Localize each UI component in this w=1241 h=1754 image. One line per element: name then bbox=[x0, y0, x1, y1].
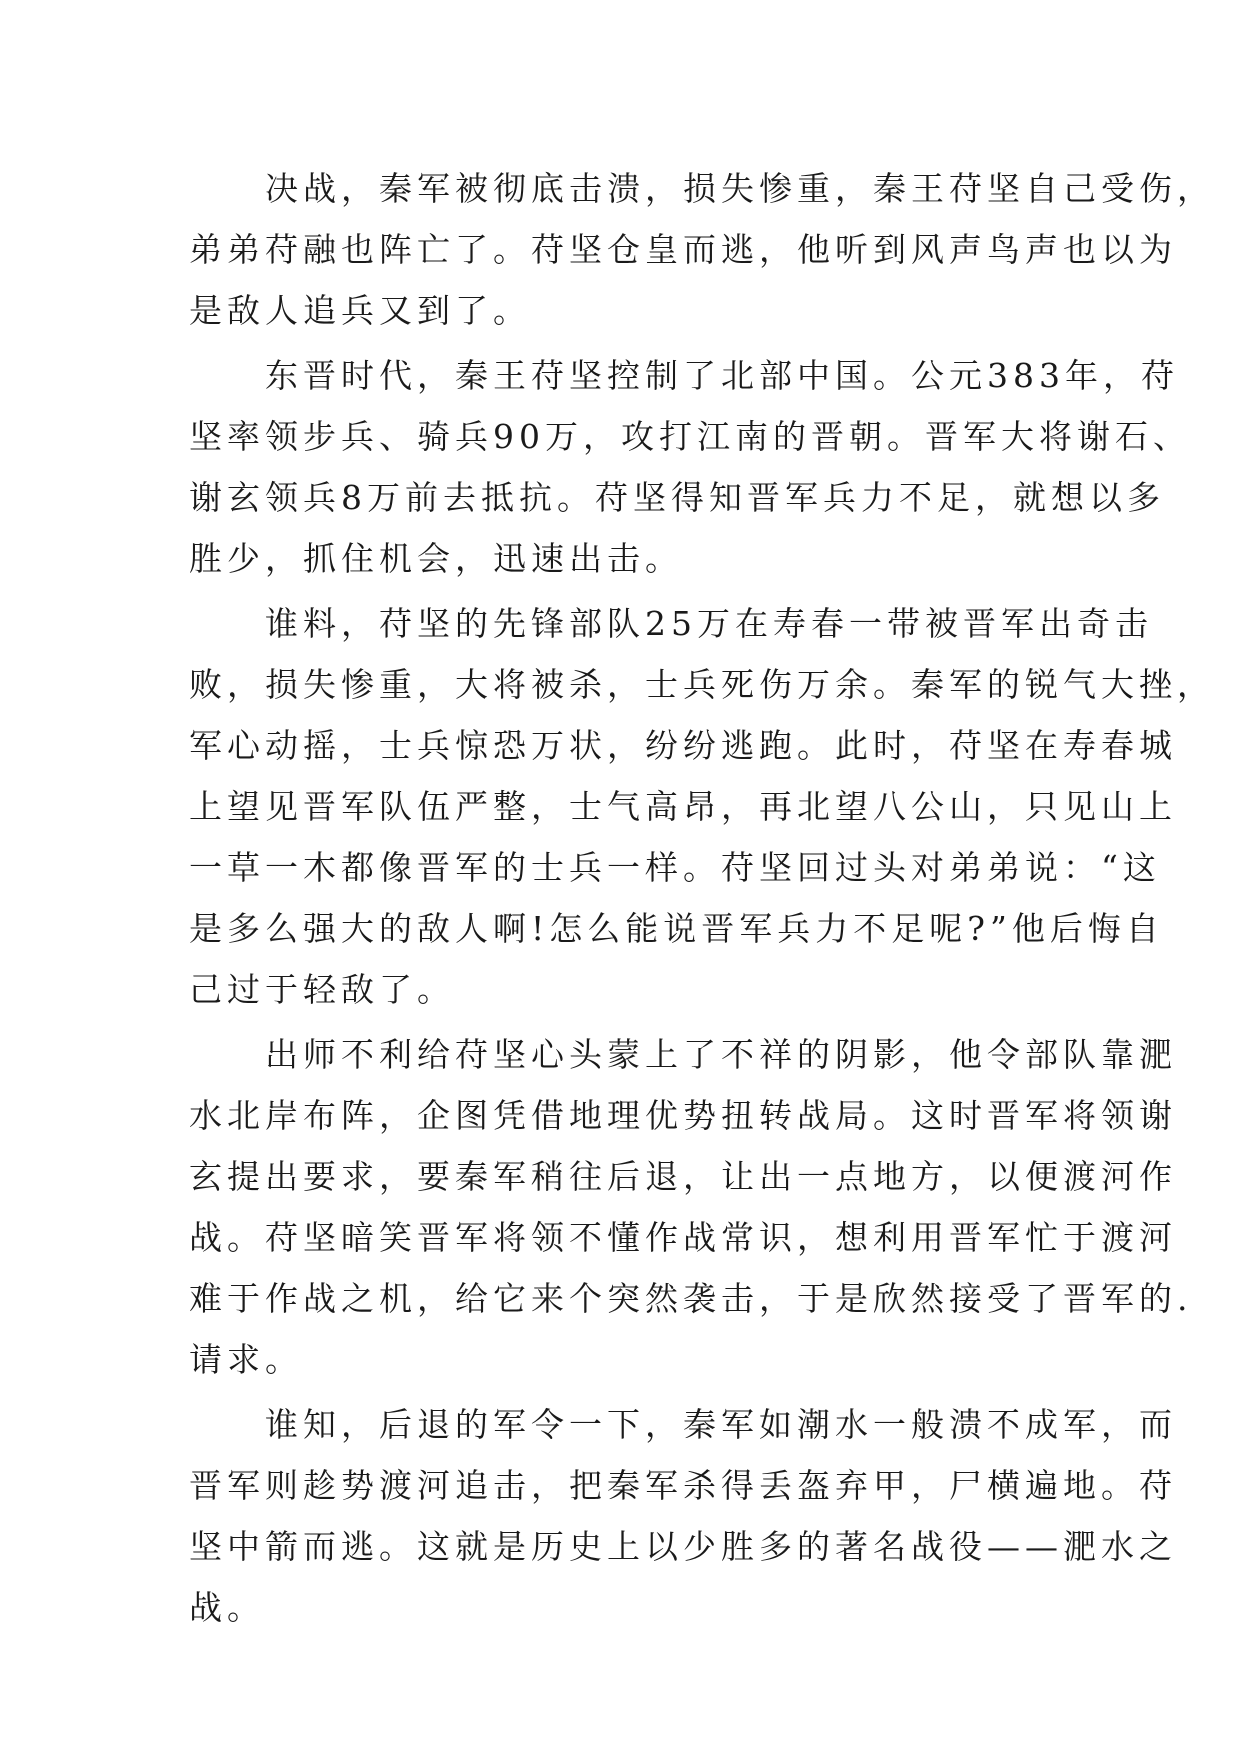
text-line: 败，损失惨重，大将被杀，士兵死伤万余。秦军的锐气大挫， bbox=[189, 665, 1215, 704]
text-line: 坚中箭而逃。这就是历史上以少胜多的著名战役——淝水之 bbox=[189, 1527, 1177, 1566]
paragraph-4 bbox=[189, 1024, 1193, 1390]
text-line: 胜少，抓住机会，迅速出击。 bbox=[189, 539, 683, 578]
text-line: 出师不利给苻坚心头蒙上了不祥的阴影，他令部队靠淝 bbox=[265, 1035, 1177, 1074]
paragraph-2 bbox=[189, 345, 1191, 589]
paragraph-3 bbox=[189, 593, 1215, 1020]
text-line: 水北岸布阵，企图凭借地理优势扭转战局。这时晋军将领谢 bbox=[189, 1096, 1177, 1135]
text-line: 上望见晋军队伍严整，士气高昂，再北望八公山，只见山上 bbox=[189, 787, 1177, 826]
text-line: 决战，秦军被彻底击溃，损失惨重，秦王苻坚自己受伤， bbox=[265, 169, 1215, 208]
text-line: 弟弟苻融也阵亡了。苻坚仓皇而逃，他听到风声鸟声也以为 bbox=[189, 230, 1177, 269]
text-line: 战。苻坚暗笑晋军将领不懂作战常识，想利用晋军忙于渡河 bbox=[189, 1218, 1177, 1257]
text-line: 难于作战之机，给它来个突然袭击，于是欣然接受了晋军的. bbox=[189, 1279, 1193, 1318]
text-line: 是敌人追兵又到了。 bbox=[189, 291, 531, 330]
text-line: 己过于轻敌了。 bbox=[189, 970, 455, 1009]
text-line: 请求。 bbox=[189, 1340, 303, 1379]
text-line: 一草一木都像晋军的士兵一样。苻坚回过头对弟弟说：“这 bbox=[189, 848, 1161, 887]
text-line: 谢玄领兵8万前去抵抗。苻坚得知晋军兵力不足，就想以多 bbox=[189, 478, 1165, 517]
text-line: 谁知，后退的军令一下，秦军如潮水一般溃不成军，而 bbox=[265, 1405, 1177, 1444]
paragraph-5 bbox=[189, 1394, 1177, 1638]
text-line: 晋军则趁势渡河追击，把秦军杀得丢盔弃甲，尸横遍地。苻 bbox=[189, 1466, 1177, 1505]
text-line: 军心动摇，士兵惊恐万状，纷纷逃跑。此时，苻坚在寿春城 bbox=[189, 726, 1177, 765]
paragraph-1 bbox=[189, 158, 1215, 341]
text-line: 东晋时代，秦王苻坚控制了北部中国。公元383年，苻 bbox=[265, 356, 1179, 395]
body-text bbox=[189, 158, 1215, 1642]
text-line: 谁料，苻坚的先锋部队25万在寿春一带被晋军出奇击 bbox=[265, 604, 1153, 643]
text-line: 坚率领步兵、骑兵90万，攻打江南的晋朝。晋军大将谢石、 bbox=[189, 417, 1191, 456]
text-line: 是多么强大的敌人啊!怎么能说晋军兵力不足呢?”他后悔自 bbox=[189, 909, 1164, 948]
text-line: 战。 bbox=[189, 1588, 265, 1627]
text-line: 玄提出要求，要秦军稍往后退，让出一点地方，以便渡河作 bbox=[189, 1157, 1177, 1196]
